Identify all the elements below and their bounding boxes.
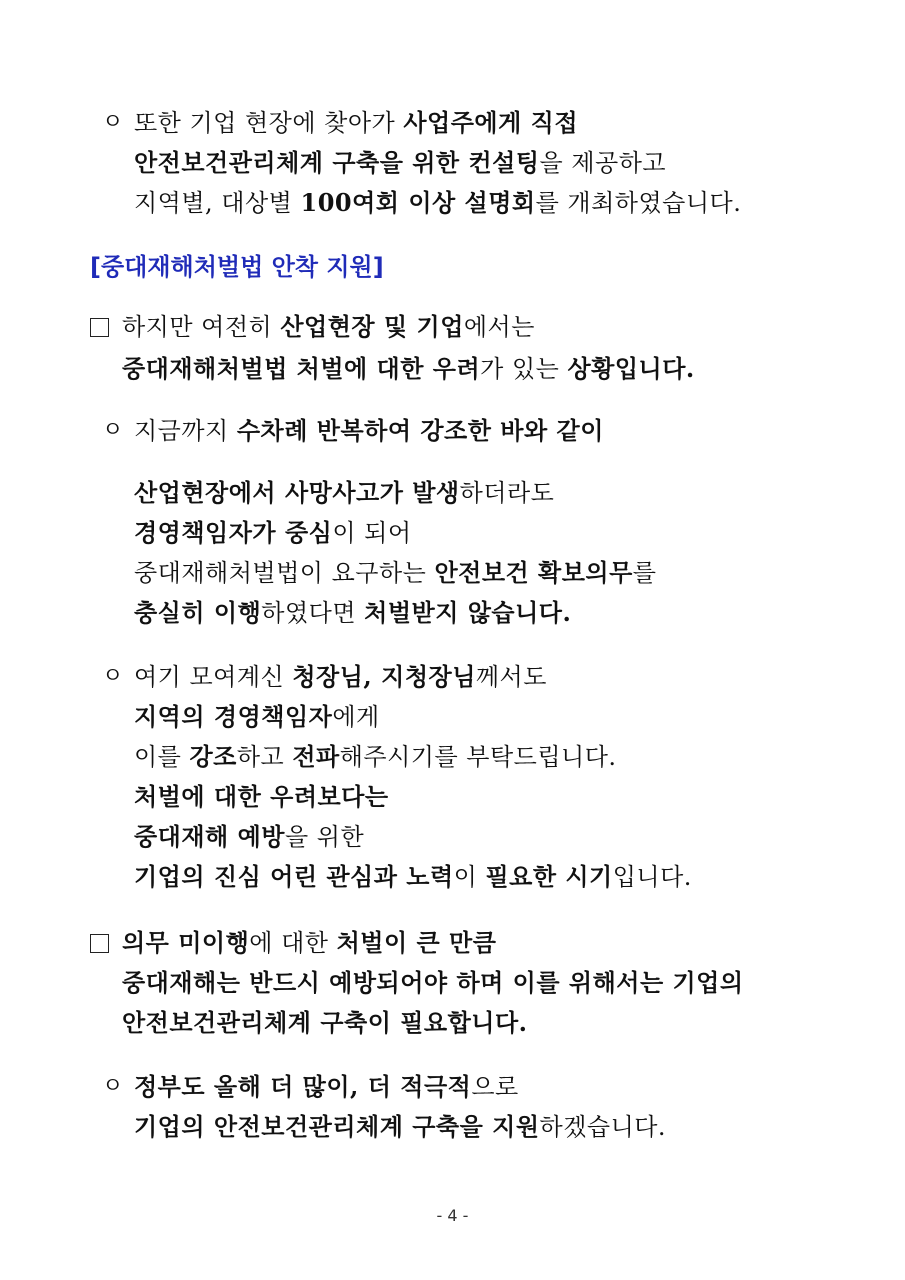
text-run: 하겠습니다. [539, 1113, 667, 1141]
text-run: 지역별, 대상별 [134, 189, 301, 217]
text-run: 입니다. [612, 863, 692, 891]
text-run: 하지만 여전히 [122, 313, 281, 341]
circle-bullet-icon: ㅇ [102, 110, 124, 135]
bold-text-run: 사업주에게 직접 [403, 108, 579, 137]
bold-text-run: 100여회 이상 설명회 [300, 188, 536, 217]
bold-text-run: 경영책임자가 중심 [134, 518, 333, 547]
bold-text-run: 산업현장 및 기업 [280, 312, 464, 341]
paragraph-line [134, 660, 547, 694]
paragraph-line [134, 1070, 519, 1104]
paragraph-line [134, 1110, 666, 1144]
text-run: 이를 [134, 743, 190, 771]
paragraph-line [134, 740, 617, 774]
bold-text-run: 필요한 시기 [485, 862, 613, 891]
paragraph-line [134, 414, 604, 448]
bold-text-run: 중대재해는 반드시 예방되어야 하며 이를 위해서는 기업의 [122, 968, 744, 997]
text-run: 이 [453, 863, 486, 891]
bold-text-run: 의무 미이행 [122, 928, 250, 957]
text-run: 하였다면 [261, 599, 365, 627]
square-bullet-icon [90, 318, 109, 337]
paragraph-line [134, 596, 571, 630]
circle-bullet-icon: ㅇ [102, 1074, 124, 1099]
bold-text-run: 중대재해처벌법 처벌에 대한 우려 [122, 354, 481, 383]
text-run: 하고 [236, 743, 293, 771]
paragraph-line [134, 186, 741, 220]
bold-text-run: 안전보건관리체계 구축을 위한 컨설팅 [134, 148, 540, 177]
paragraph-line [134, 516, 412, 550]
text-run: 하더라도 [459, 479, 555, 507]
paragraph-line [134, 476, 554, 510]
square-bullet-icon [90, 934, 109, 953]
page-number: - 4 - [436, 1206, 469, 1225]
circle-bullet-icon: ㅇ [102, 664, 124, 689]
paragraph-line [122, 926, 496, 960]
bold-text-run: 전파 [292, 742, 340, 771]
text-run: 에 대한 [249, 929, 337, 957]
text-run: 이 되어 [332, 519, 412, 547]
bold-text-run: 충실히 이행 [134, 598, 262, 627]
paragraph-line [122, 310, 535, 344]
bold-text-run: 정부도 올해 더 많이, 더 적극적 [134, 1072, 472, 1101]
text-run: 을 위한 [284, 823, 365, 851]
paragraph-line [122, 1006, 528, 1040]
text-run: 중대재해처벌법이 요구하는 [134, 559, 435, 587]
text-run: 으로 [471, 1073, 519, 1101]
bold-text-run: 안전보건 확보의무 [434, 558, 633, 587]
text-run: 또한 기업 현장에 찾아가 [134, 109, 404, 137]
bold-text-run: 중대재해 예방 [134, 822, 285, 851]
bold-text-run: 처벌에 대한 우려보다는 [134, 782, 389, 811]
text-run: 을 제공하고 [539, 149, 667, 177]
text-run: 에게 [332, 703, 380, 731]
text-run: 가 있는 [480, 355, 568, 383]
bold-text-run: 청장님, 지청장님 [292, 662, 476, 691]
bold-text-run: 산업현장에서 사망사고가 발생 [134, 478, 460, 507]
paragraph-line [122, 352, 695, 386]
text-run: 해주시기를 부탁드립니다. [339, 743, 617, 771]
paragraph-line [134, 700, 380, 734]
text-run: 에서는 [463, 313, 535, 341]
bold-text-run: 기업의 안전보건관리체계 구축을 지원 [134, 1112, 540, 1141]
text-run: 를 [632, 559, 657, 587]
text-run: 를 개최하였습니다. [535, 189, 742, 217]
bold-text-run: 강조 [189, 742, 237, 771]
paragraph-line [134, 820, 364, 854]
text-run: 께서도 [475, 663, 547, 691]
text-run: 여기 모여계신 [134, 663, 293, 691]
paragraph-line [122, 966, 744, 1000]
text-run: 지금까지 [134, 417, 237, 445]
bold-text-run: 처벌받지 않습니다. [364, 598, 572, 627]
bold-text-run: 처벌이 큰 만큼 [336, 928, 497, 957]
bold-text-run: 수차례 반복하여 강조한 바와 같이 [236, 416, 604, 445]
section-heading: [중대재해처벌법 안착 지원] [90, 253, 384, 281]
bold-text-run: 지역의 경영책임자 [134, 702, 333, 731]
bold-text-run: 기업의 진심 어린 관심과 노력 [134, 862, 454, 891]
bold-text-run: 안전보건관리체계 구축이 필요합니다. [122, 1008, 528, 1037]
paragraph-line [134, 780, 389, 814]
paragraph-line [134, 556, 656, 590]
paragraph-line [134, 106, 578, 140]
paragraph-line [134, 860, 692, 894]
paragraph-line [134, 146, 666, 180]
circle-bullet-icon: ㅇ [102, 418, 124, 443]
bold-text-run: 상황입니다. [567, 354, 695, 383]
